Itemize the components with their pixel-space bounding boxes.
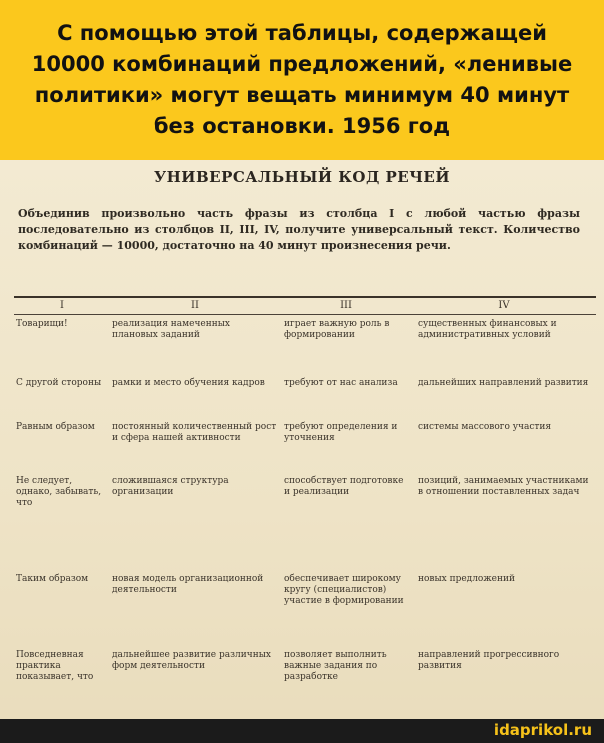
table-cell: позволяет выполнить важные задания по разработке [284, 650, 387, 682]
column-header-4: IV [498, 300, 510, 311]
caption-text: С помощью этой таблицы, содержащей 10000 комбинаций предложений, «ленивые политики» могут вещать минимум 40 минут без остановки. 1956 год [31, 21, 573, 138]
column-header-2: II [191, 300, 199, 311]
table-cell: требуют определения и уточнения [284, 422, 398, 443]
table-cell: существенных финансовых и административных условий [418, 319, 557, 340]
table-cell: дальнейших направлений развития [418, 378, 589, 388]
table-cell: дальнейшее развитие различных форм деятельности [112, 650, 271, 671]
document-page [0, 160, 604, 743]
table-cell: играет важную роль в формировании [284, 319, 390, 340]
table-cell: рамки и место обучения кадров [112, 378, 265, 388]
table-cell: требуют от нас анализа [284, 378, 398, 388]
table-header-rule [14, 314, 596, 315]
table-cell: позиций, занимаемых участниками в отношении поставленных задач [418, 476, 589, 497]
table-cell: Товарищи! [16, 319, 68, 329]
table-cell: системы массового участия [418, 422, 552, 432]
table-cell: постоянный количественный рост и сфера нашей активности [112, 422, 277, 443]
document-intro: Объединив произвольно часть фразы из столбца I с любой частью фразы последовательно из столбцов II, III, IV, получите универсальный текст. Количество комбинаций — 10000, достаточно на 40 минут произнесения речи. [18, 207, 580, 252]
table-cell: Не следует, однако, забывать, что [16, 476, 102, 508]
table-cell: новая модель организационной деятельности [112, 574, 264, 595]
site-watermark: idaprikol.ru [493, 721, 592, 739]
caption-banner [0, 0, 604, 160]
footer-bar [0, 719, 604, 743]
table-top-rule [14, 296, 596, 298]
table-cell: Равным образом [16, 422, 95, 432]
column-header-3: III [340, 300, 352, 311]
table-cell: С другой стороны [16, 378, 102, 388]
table-cell: способствует подготовке и реализации [284, 476, 404, 497]
table-cell: обеспечивает широкому кругу (специалистов) участие в формировании [284, 574, 404, 606]
table-cell: реализация намеченных плановых заданий [112, 319, 230, 340]
table-cell: новых предложений [418, 574, 515, 584]
table-cell: Повседневная практика показывает, что [16, 650, 94, 682]
table-cell: сложившаяся структура организации [112, 476, 229, 497]
document-title: УНИВЕРСАЛЬНЫЙ КОД РЕЧЕЙ [153, 168, 451, 186]
table-cell: направлений прогрессивного развития [418, 650, 560, 671]
table-cell: Таким образом [16, 574, 89, 584]
column-header-1: I [60, 300, 64, 311]
